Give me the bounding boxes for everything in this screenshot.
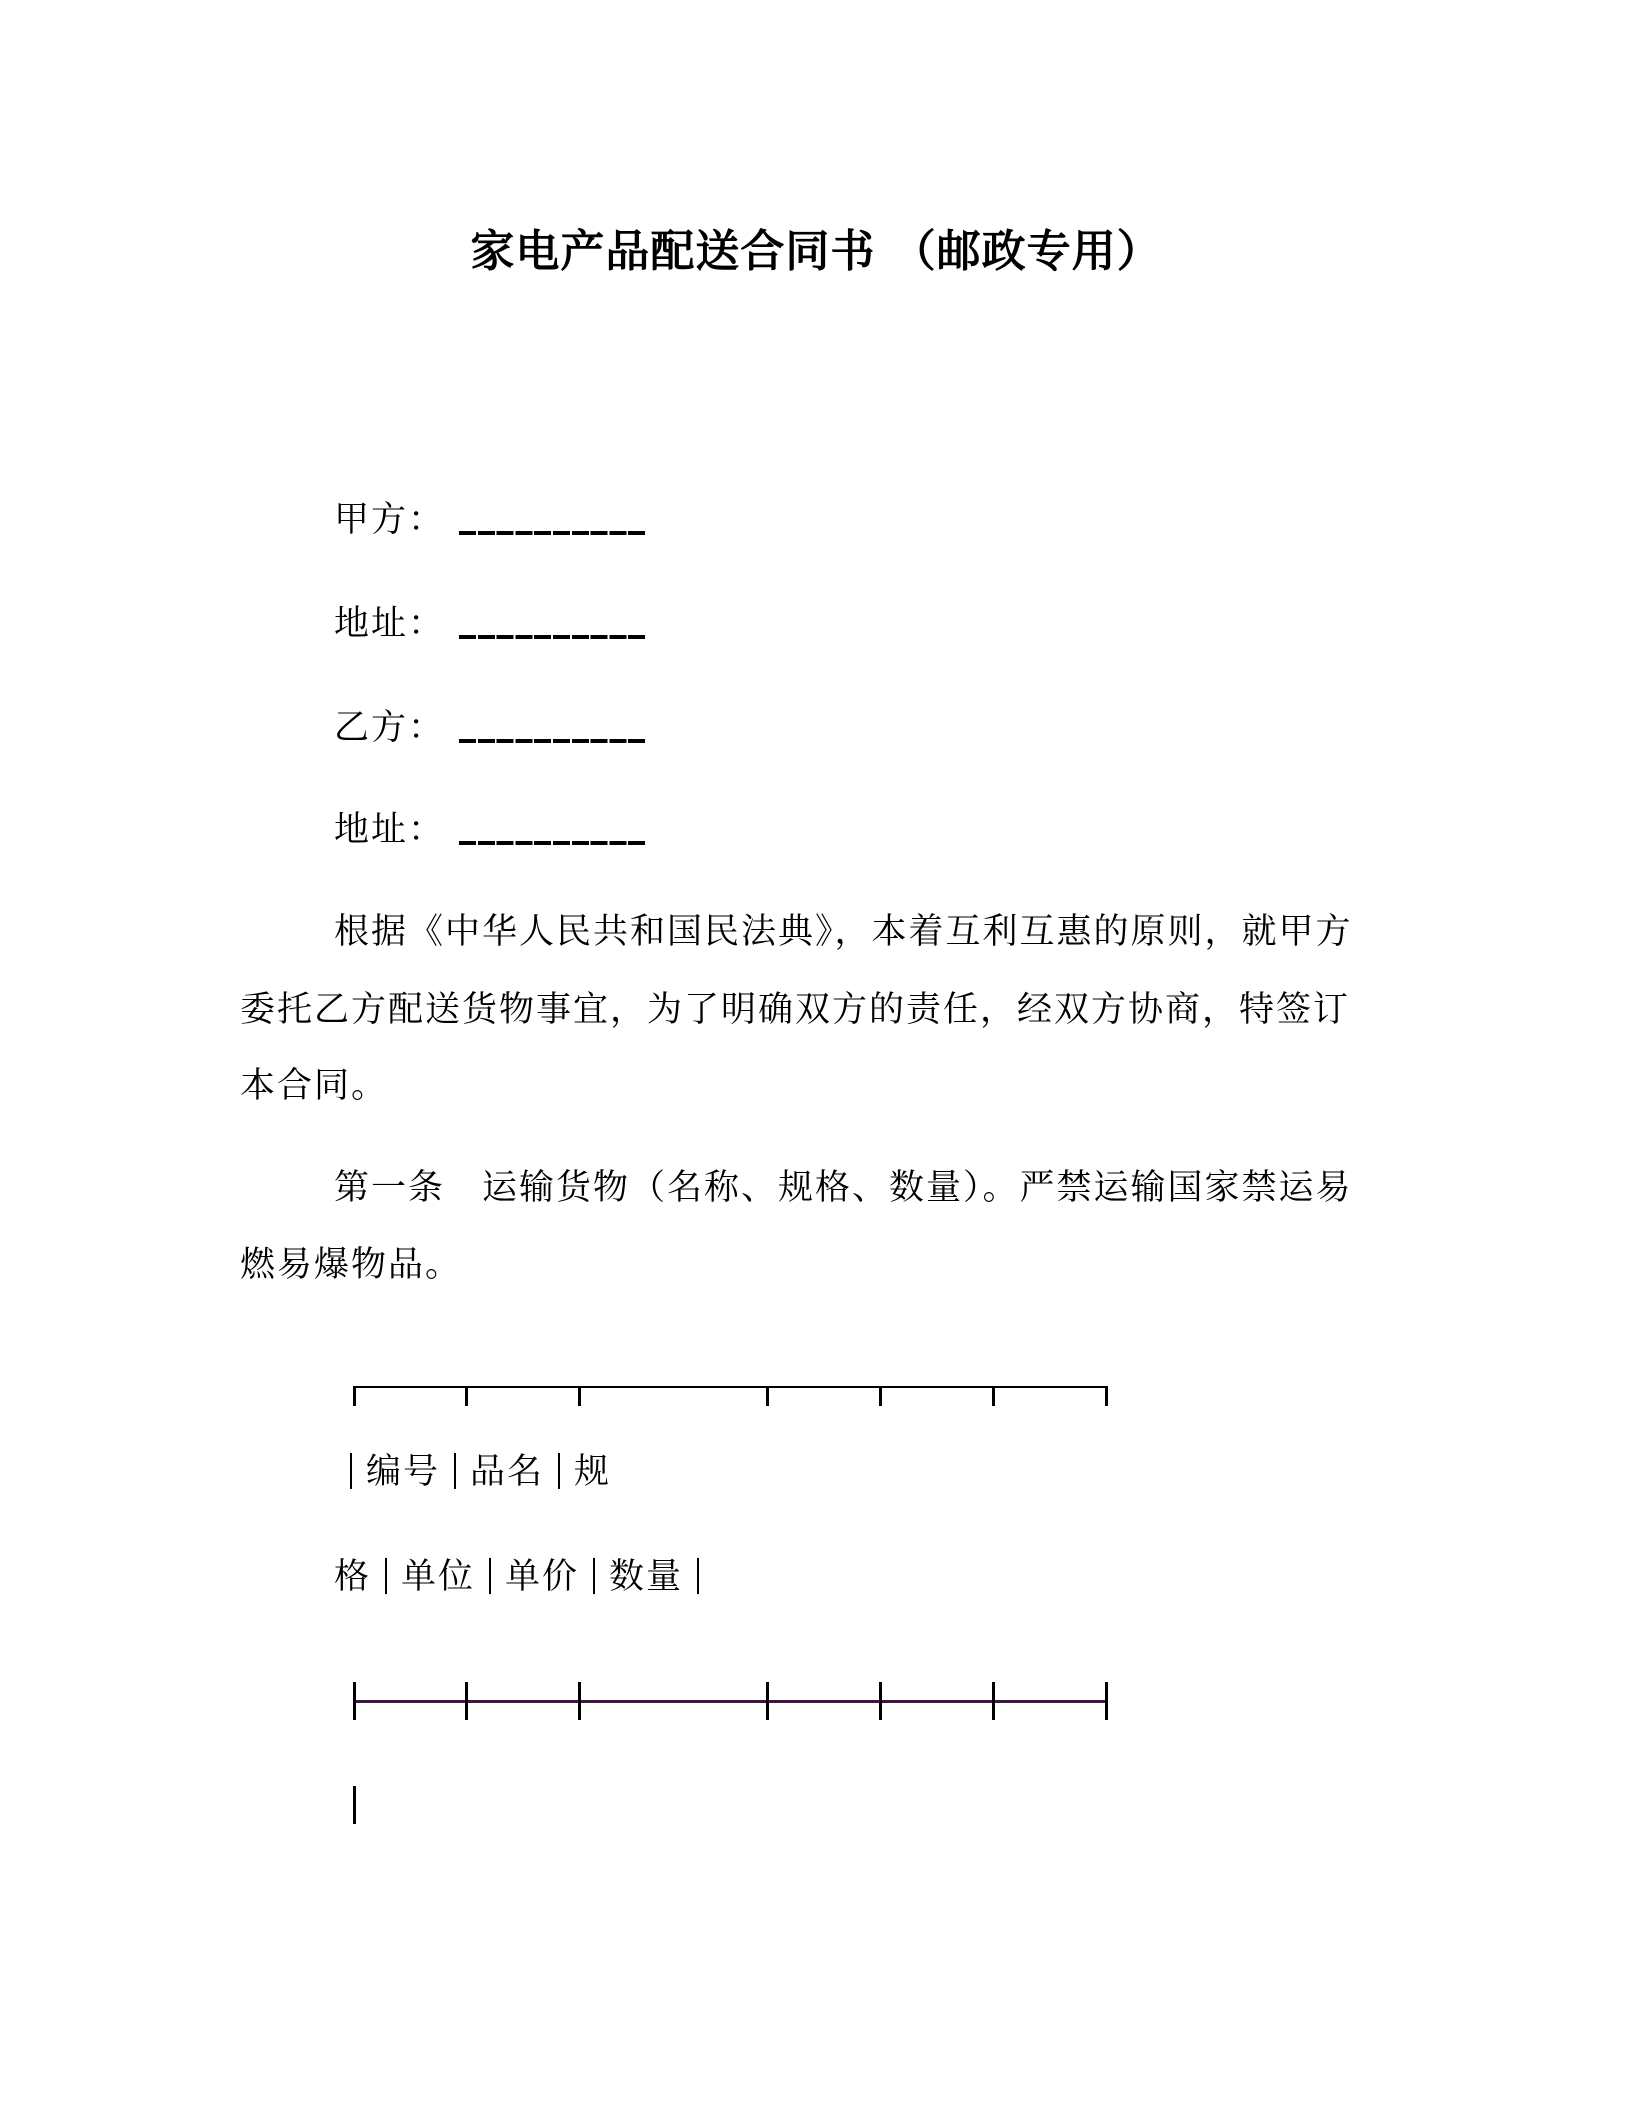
party-b-label: 乙方：: [334, 708, 446, 748]
header-unit-price: 单价: [505, 1557, 580, 1597]
party-a-label: 甲方：: [334, 500, 446, 540]
table-header-row-2: [334, 1555, 713, 1599]
party-b-field: [334, 706, 647, 750]
table-top-tick: [578, 1386, 581, 1406]
table-cell-divider: [489, 1558, 491, 1594]
header-number: 编号: [366, 1452, 441, 1492]
preamble-line-2: 委托乙方配送货物事宜，为了明确双方的责任，经双方协商，特签订: [240, 990, 1351, 1030]
party-b-address-label: 地址：: [334, 810, 446, 850]
article-1-line-2: 燃易爆物品。: [240, 1245, 463, 1285]
table-top-tick: [992, 1386, 995, 1406]
table-cell-divider: [593, 1558, 595, 1594]
table-separator-tick: [578, 1682, 581, 1720]
table-cell-divider: [385, 1558, 387, 1594]
table-separator-tick: [879, 1682, 882, 1720]
header-unit: 单位: [401, 1557, 476, 1597]
preamble-line-3: 本合同。: [240, 1066, 389, 1106]
header-spec-part-2: 格: [334, 1557, 372, 1597]
table-cell-divider: [350, 1453, 352, 1489]
party-a-field: [334, 498, 647, 542]
table-top-tick: [766, 1386, 769, 1406]
table-separator-tick: [766, 1682, 769, 1720]
party-a-address-label: 地址：: [334, 604, 446, 644]
table-row-left-border: [353, 1786, 356, 1824]
header-quantity: 数量: [609, 1557, 684, 1597]
table-cell-divider: [558, 1453, 560, 1489]
table-top-tick: [353, 1386, 356, 1406]
party-b-address-field: [334, 808, 647, 852]
party-b-blank[interactable]: [459, 739, 647, 743]
preamble-line-1: 根据《中华人民共和国民法典》，本着互利互惠的原则，就甲方: [334, 912, 1353, 952]
table-top-tick: [1105, 1386, 1108, 1406]
header-product-name: 品名: [470, 1452, 545, 1492]
table-separator-tick: [992, 1682, 995, 1720]
party-b-address-blank[interactable]: [459, 841, 647, 845]
party-a-address-blank[interactable]: [459, 635, 647, 639]
table-header-row-1: [350, 1450, 611, 1494]
party-a-blank[interactable]: [459, 531, 647, 535]
table-separator-tick: [353, 1682, 356, 1720]
table-cell-divider: [697, 1558, 699, 1594]
table-separator-tick: [1105, 1682, 1108, 1720]
table-cell-divider: [454, 1453, 456, 1489]
table-separator-tick: [465, 1682, 468, 1720]
document-title: 家电产品配送合同书 （邮政专用）: [470, 226, 1162, 277]
article-1-line-1: 第一条 运输货物（名称、规格、数量）。严禁运输国家禁运易: [334, 1168, 1353, 1208]
header-spec-part-1: 规: [574, 1452, 612, 1492]
table-top-tick: [879, 1386, 882, 1406]
table-top-tick: [465, 1386, 468, 1406]
party-a-address-field: [334, 602, 647, 646]
